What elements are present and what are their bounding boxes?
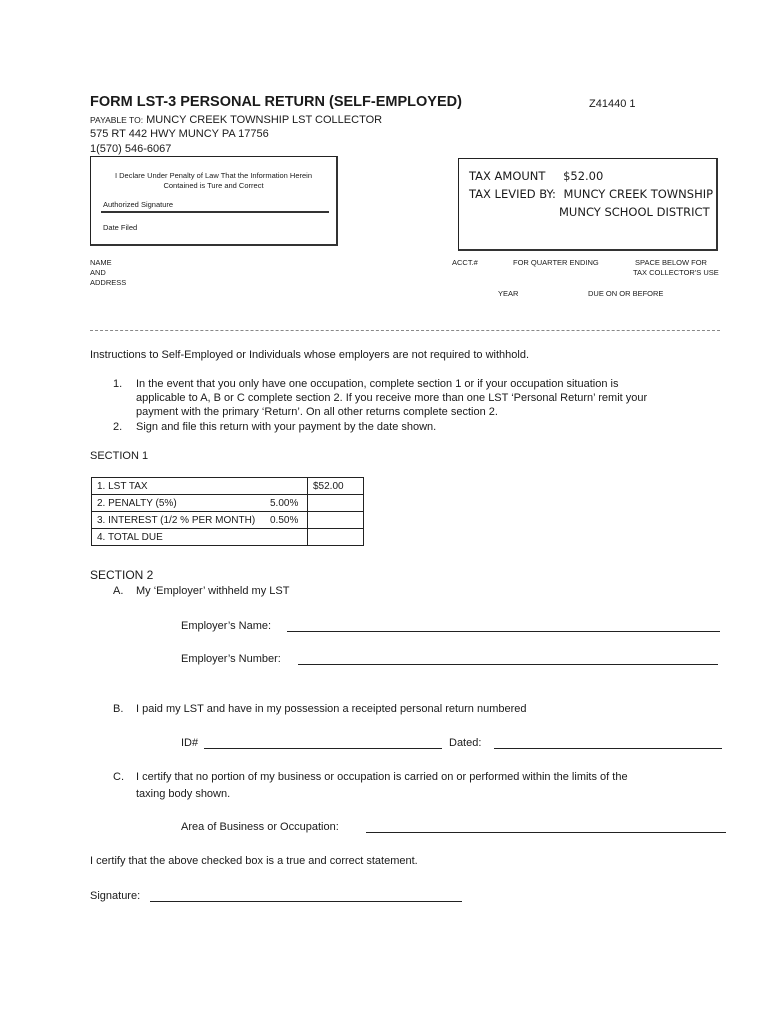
dated-label: Dated: <box>449 737 482 749</box>
tax-amount-row <box>469 169 603 183</box>
id-field[interactable] <box>204 748 442 749</box>
authorized-signature-label: Authorized Signature <box>103 200 174 209</box>
signature-field[interactable] <box>150 901 462 902</box>
declaration-line-2: Contained is Ture and Correct <box>163 181 264 190</box>
area-of-business-label: Area of Business or Occupation: <box>181 821 339 833</box>
date-filed-label: Date Filed <box>103 223 138 232</box>
employer-name-label: Employer’s Name: <box>181 620 272 632</box>
signature-label: Signature: <box>90 890 141 902</box>
option-a-letter: A. <box>113 585 124 597</box>
certify-statement: I certify that the above checked box is a true and correct statement. <box>90 855 418 867</box>
payable-label: PAYABLE TO: <box>90 115 144 125</box>
section-1-heading: SECTION 1 <box>90 450 149 462</box>
option-b-letter: B. <box>113 703 124 715</box>
option-c-line-1: I certify that no portion of my business or occupation is carried on or performed within the limits of the <box>136 771 628 783</box>
form-code: Z41440 1 <box>589 98 636 110</box>
option-c-letter: C. <box>113 771 124 783</box>
id-label: ID# <box>181 737 199 749</box>
instructions-heading: Instructions to Self-Employed or Individuals whose employers are not required to withhold. <box>90 349 530 361</box>
option-c-line-2: taxing body shown. <box>136 788 231 800</box>
due-date-label: DUE ON OR BEFORE <box>588 289 664 298</box>
tax-amount-box <box>458 158 718 251</box>
collector-phone: 1(570) 546-6067 <box>90 143 172 155</box>
row-2-rate: 5.00% <box>265 495 308 512</box>
tax-amount-label: TAX AMOUNT <box>469 169 546 183</box>
row-2-label: 2. PENALTY (5%) <box>92 495 266 512</box>
row-3-label: 3. INTEREST (1/2 % PER MONTH) <box>92 512 266 529</box>
payable-line <box>90 114 382 126</box>
collector-use-label: TAX COLLECTOR'S USE <box>633 268 719 277</box>
acct-label: ACCT.# <box>452 258 478 267</box>
row-1-amount[interactable]: $52.00 <box>308 478 364 495</box>
tax-amount-value: $52.00 <box>563 169 604 183</box>
option-b-text: I paid my LST and have in my possession a receipted personal return numbered <box>136 703 527 715</box>
tax-levied-row <box>469 187 713 201</box>
instruction-1-line-2: applicable to A, B or C complete section 2. If you receive more than one LST ‘Personal Return’ remit your <box>136 392 648 404</box>
area-of-business-field[interactable] <box>366 832 726 833</box>
section-1-table <box>91 477 364 546</box>
option-a-text: My ‘Employer’ withheld my LST <box>136 585 290 597</box>
year-label: YEAR <box>498 289 519 298</box>
space-below-label: SPACE BELOW FOR <box>635 258 707 267</box>
tax-levied-by-2: MUNCY SCHOOL DISTRICT <box>559 205 710 219</box>
row-4-label: 4. TOTAL DUE <box>92 529 308 546</box>
employer-number-label: Employer’s Number: <box>181 653 281 665</box>
instruction-2-line-1: Sign and file this return with your payment by the date shown. <box>136 421 437 433</box>
divider-line <box>90 330 720 331</box>
form-title: FORM LST-3 PERSONAL RETURN (SELF-EMPLOYED) <box>90 94 462 110</box>
section-2-heading: SECTION 2 <box>90 568 154 582</box>
table-row <box>92 529 364 546</box>
signature-line[interactable] <box>101 211 329 213</box>
address-label: ADDRESS <box>90 278 127 287</box>
collector-address: 575 RT 442 HWY MUNCY PA 17756 <box>90 128 269 140</box>
employer-name-field[interactable] <box>287 631 720 632</box>
declaration-line-1: I Declare Under Penalty of Law That the Information Herein <box>114 171 313 180</box>
tax-levied-label: TAX LEVIED BY: <box>469 187 556 201</box>
declaration-box <box>90 156 338 246</box>
table-row <box>92 512 364 529</box>
instruction-1-line-1: In the event that you only have one occupation, complete section 1 or if your occupation situation is <box>136 378 619 390</box>
payable-to: MUNCY CREEK TOWNSHIP LST COLLECTOR <box>146 114 383 126</box>
instruction-2-number: 2. <box>113 421 123 433</box>
name-label: NAME <box>90 258 112 267</box>
table-row <box>92 478 364 495</box>
dated-field[interactable] <box>494 748 722 749</box>
instruction-1-line-3: payment with the primary ‘Return’. On all other returns complete section 2. <box>136 406 498 418</box>
instruction-1-number: 1. <box>113 378 123 390</box>
row-3-rate: 0.50% <box>265 512 308 529</box>
and-label: AND <box>90 268 106 277</box>
tax-levied-by-1: MUNCY CREEK TOWNSHIP <box>563 187 714 201</box>
row-2-amount[interactable] <box>308 495 364 512</box>
row-4-amount[interactable] <box>308 529 364 546</box>
quarter-ending-label: FOR QUARTER ENDING <box>513 258 599 267</box>
row-1-label: 1. LST TAX <box>92 478 308 495</box>
employer-number-field[interactable] <box>298 664 718 665</box>
table-row <box>92 495 364 512</box>
row-3-amount[interactable] <box>308 512 364 529</box>
